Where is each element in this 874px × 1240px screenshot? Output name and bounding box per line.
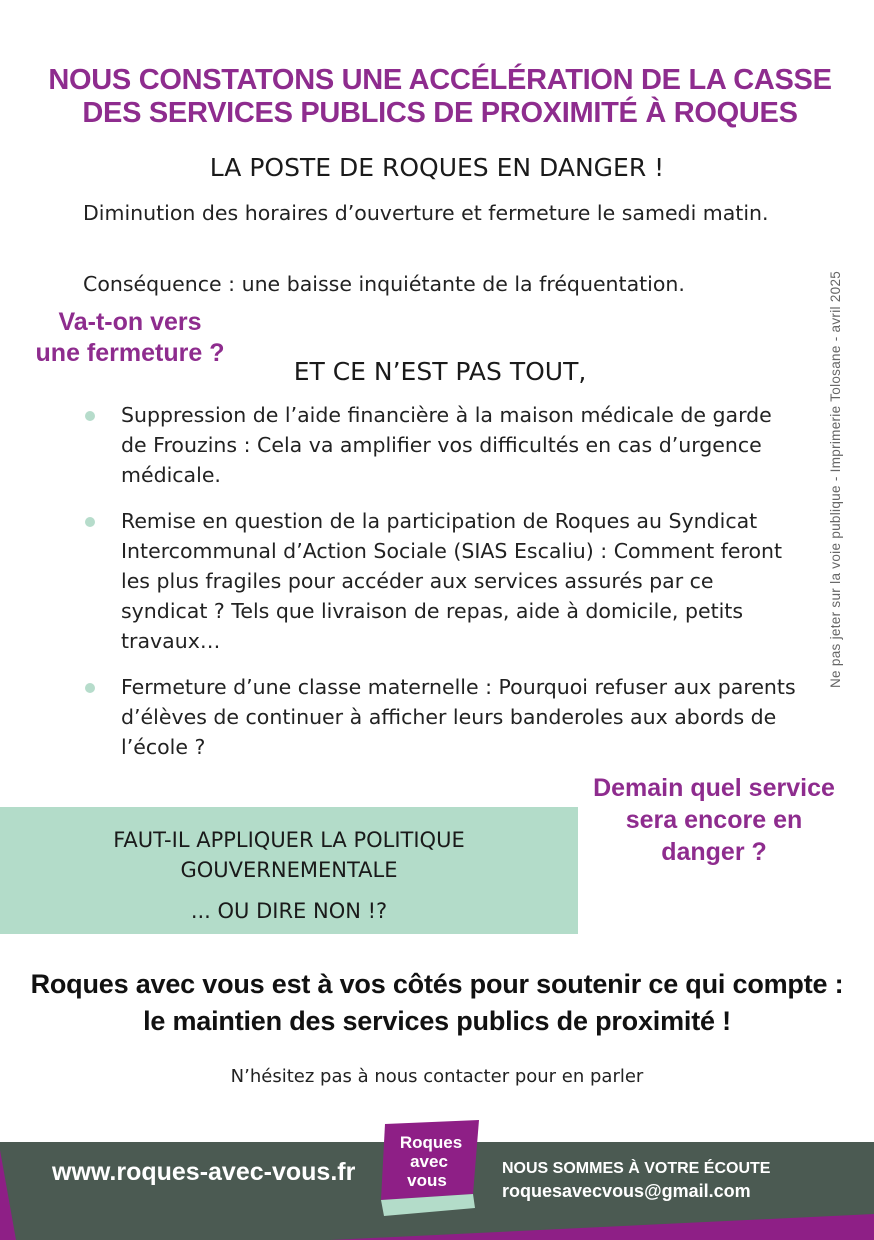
issues-list	[83, 400, 803, 778]
list-item-text: Suppression de l’aide financière à la maison médicale de garde de Frouzins : Cela va amplifier vos difficultés en cas d’urgence médicale.	[121, 403, 772, 487]
poste-title: LA POSTE DE ROQUES EN DANGER !	[209, 153, 665, 182]
list-item	[83, 672, 803, 762]
support-statement	[20, 966, 854, 1040]
logo-line-1: Roques	[399, 1133, 463, 1152]
question-line-3: ... OU DIRE NON !?	[190, 899, 388, 923]
poste-paragraph-1: Diminution des horaires d’ouverture et fermeture le samedi matin.	[83, 201, 769, 225]
list-item	[83, 506, 803, 656]
roques-avec-vous-logo	[381, 1120, 481, 1216]
callout-right-line-2: sera encore en	[625, 806, 803, 834]
support-line-1: Roques avec vous est à vos côtés pour soutenir ce qui compte :	[30, 969, 844, 999]
list-item	[83, 400, 803, 490]
bullet-dot-icon	[85, 683, 95, 693]
logo-line-3: vous	[407, 1171, 447, 1190]
question-line-1: FAUT-IL APPLIQUER LA POLITIQUE	[113, 828, 465, 852]
main-headline	[40, 64, 840, 130]
bullet-dot-icon	[85, 517, 95, 527]
list-item-text: Remise en question de la participation de Roques au Syndicat Intercommunal d’Action Sociale (SIAS Escaliu) : Comment feront les plus fragiles pour accéder aux services assurés par ce syndicat ? Tels que livraison de repas, aide à domicile, petits travaux…	[121, 509, 783, 653]
callout-right-line-3: danger ?	[661, 838, 767, 866]
poste-paragraph-2: Conséquence : une baisse inquiétante de la fréquentation.	[83, 272, 685, 296]
headline-line-1: NOUS CONSTATONS UNE ACCÉLÉRATION DE LA CASSE	[48, 64, 832, 96]
website-link[interactable]: www.roques-avec-vous.fr	[52, 1158, 356, 1186]
callout-right	[590, 772, 838, 868]
support-line-2: le maintien des services publics de proximité !	[143, 1006, 731, 1036]
footer-contact	[502, 1157, 770, 1203]
question-box-text	[0, 825, 578, 885]
question-line-2: GOUVERNEMENTALE	[180, 858, 398, 882]
question-box	[0, 807, 578, 934]
logo-line-2: avec	[410, 1152, 448, 1171]
headline-line-2: DES SERVICES PUBLICS DE PROXIMITÉ À ROQUES	[82, 97, 798, 129]
email-link[interactable]: roquesavecvous@gmail.com	[502, 1181, 751, 1201]
bullet-dot-icon	[85, 411, 95, 421]
callout-left-line-1: Va-t-on vers	[58, 308, 202, 336]
contact-invitation: N’hésitez pas à nous contacter pour en parler	[230, 1066, 644, 1087]
list-item-text: Fermeture d’une classe maternelle : Pourquoi refuser aux parents d’élèves de continuer à afficher leurs banderoles aux abords de l’école ?	[121, 675, 796, 759]
listen-heading: NOUS SOMMES À VOTRE ÉCOUTE	[502, 1160, 771, 1177]
callout-right-line-1: Demain quel service	[593, 774, 835, 802]
legal-side-text: Ne pas jeter sur la voie publique - Imprimerie Tolosane - avril 2025	[828, 270, 843, 688]
callout-left-line-2: une fermeture ?	[35, 339, 225, 367]
section-heading-not-all: ET CE N’EST PAS TOUT,	[293, 357, 587, 386]
